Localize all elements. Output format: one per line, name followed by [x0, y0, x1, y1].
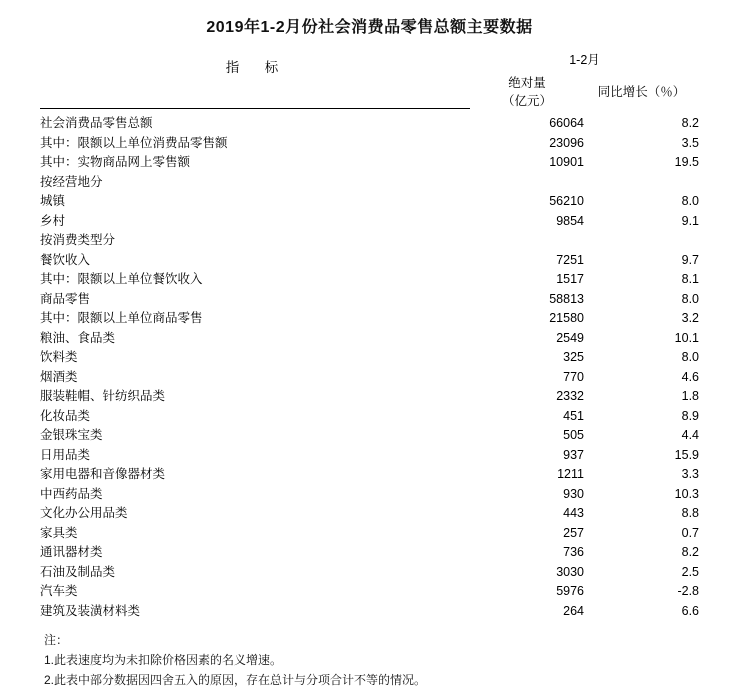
row-growth-value: 4.4 — [681, 428, 700, 442]
table-row — [40, 407, 699, 427]
header-indicator-cell — [40, 51, 470, 114]
table-row — [40, 270, 699, 290]
row-indicator-name: 粮油、食品类 — [40, 330, 116, 345]
table-row — [40, 602, 699, 622]
row-absolute-value: 937 — [563, 447, 584, 462]
row-absolute-value — [470, 173, 584, 193]
row-growth-value: 10.3 — [674, 486, 700, 501]
table-row — [40, 251, 699, 271]
row-growth-value: 3.3 — [681, 467, 700, 481]
row-growth-value: 9.7 — [681, 252, 700, 267]
row-growth-value: 0.7 — [681, 525, 700, 540]
row-indicator-name: 烟酒类 — [40, 369, 78, 384]
row-indicator-name: 建筑及装潢材料类 — [40, 603, 141, 618]
table-header-row-period — [40, 51, 699, 70]
table-row — [40, 329, 699, 349]
row-growth-value: 8.0 — [681, 291, 700, 306]
row-indicator-name: 石油及制品类 — [40, 564, 116, 579]
table-row — [40, 485, 699, 505]
table-row — [40, 290, 699, 310]
row-growth-value: 8.9 — [681, 408, 700, 423]
row-growth-value: 3.5 — [681, 135, 700, 150]
row-indicator-name: 通讯器材类 — [40, 545, 103, 559]
row-indicator-name: 日用品类 — [40, 447, 91, 462]
statistics-table — [40, 51, 699, 621]
row-absolute-value: 1211 — [557, 467, 584, 481]
row-growth-value — [584, 173, 699, 193]
header-period-label: 1-2月 — [569, 53, 600, 67]
row-growth-value: 8.8 — [681, 506, 700, 520]
row-indicator-name: 城镇 — [40, 194, 66, 208]
row-growth-value: 8.2 — [681, 116, 700, 130]
table-row — [40, 426, 699, 446]
row-indicator-name: 汽车类 — [40, 584, 78, 598]
note-item-2: 2.此表中部分数据因四舍五入的原因，存在总计与分项合计不等的情况。 — [44, 672, 427, 687]
header-absolute-cell — [470, 70, 584, 114]
row-indicator-name: 社会消费品零售总额 — [40, 116, 153, 130]
row-growth-value: 19.5 — [674, 155, 700, 169]
header-growth-label: 同比增长（％） — [597, 84, 686, 99]
row-absolute-value: 1517 — [556, 272, 584, 286]
row-indicator-name: 文化办公用品类 — [40, 506, 128, 520]
row-absolute-value — [470, 231, 584, 251]
row-absolute-value: 2549 — [556, 330, 584, 345]
row-indicator-name: 中西药品类 — [40, 486, 103, 501]
row-indicator-name: 其中：限额以上单位餐饮收入 — [40, 272, 203, 286]
row-absolute-value: 443 — [563, 506, 584, 520]
row-absolute-value: 7251 — [556, 252, 584, 267]
table-row — [40, 368, 699, 388]
table-row — [40, 446, 699, 466]
header-absolute-line1: 绝对量 — [508, 75, 546, 90]
row-indicator-name: 餐饮收入 — [40, 252, 91, 267]
row-growth-value: 3.2 — [681, 311, 700, 325]
row-growth-value: 15.9 — [674, 447, 700, 462]
row-growth-value: 2.5 — [681, 564, 700, 579]
row-growth-value: 6.6 — [681, 603, 700, 618]
row-growth-value: 10.1 — [674, 330, 700, 345]
row-absolute-value: 10901 — [549, 155, 584, 169]
row-growth-value: 8.0 — [681, 350, 700, 364]
table-row — [40, 114, 699, 134]
table-row — [40, 153, 699, 173]
table-row — [40, 387, 699, 407]
row-absolute-value: 505 — [563, 428, 584, 442]
row-growth-value: 1.8 — [681, 389, 700, 403]
row-indicator-name: 化妆品类 — [40, 408, 91, 423]
table-row — [40, 231, 699, 251]
row-absolute-value: 770 — [563, 369, 584, 384]
row-absolute-value: 21580 — [549, 311, 584, 325]
table-data-rows — [40, 114, 699, 621]
row-absolute-value: 56210 — [549, 194, 584, 208]
header-growth-cell — [584, 70, 699, 114]
table-row — [40, 524, 699, 544]
row-indicator-name: 其中：限额以上单位商品零售 — [40, 311, 203, 325]
row-growth-value: 4.6 — [681, 369, 700, 384]
table-notes — [0, 621, 739, 690]
row-absolute-value: 9854 — [556, 213, 584, 228]
table-row — [40, 543, 699, 563]
table-row — [40, 134, 699, 154]
row-growth-value: 8.0 — [681, 194, 700, 208]
row-absolute-value: 257 — [563, 525, 584, 540]
row-growth-value: 8.1 — [681, 272, 700, 286]
row-absolute-value: 66064 — [549, 116, 584, 130]
page-title: 2019年1-2月份社会消费品零售总额主要数据 — [206, 19, 533, 36]
table-container — [0, 51, 739, 621]
row-absolute-value: 264 — [563, 603, 584, 618]
table-row — [40, 173, 699, 193]
row-indicator-name: 金银珠宝类 — [40, 428, 103, 442]
table-row — [40, 582, 699, 602]
row-indicator-name: 按消费类型分 — [40, 233, 116, 247]
notes-label: 注： — [44, 633, 69, 647]
row-indicator-name: 按经营地分 — [40, 174, 103, 189]
row-growth-value: 9.1 — [681, 213, 700, 228]
row-indicator-name: 商品零售 — [40, 291, 91, 306]
row-absolute-value: 451 — [563, 408, 584, 423]
row-indicator-name: 乡村 — [40, 213, 66, 228]
row-indicator-name: 家用电器和音像器材类 — [40, 467, 166, 481]
row-absolute-value: 58813 — [549, 291, 584, 306]
row-growth-value: 8.2 — [681, 545, 700, 559]
table-body — [40, 51, 699, 114]
row-indicator-name: 其中：实物商品网上零售额 — [40, 155, 191, 169]
table-row — [40, 309, 699, 329]
header-absolute-line2: （亿元） — [501, 94, 552, 108]
table-row — [40, 563, 699, 583]
table-row — [40, 465, 699, 485]
row-indicator-name: 其中：限额以上单位消费品零售额 — [40, 135, 228, 150]
row-absolute-value: 736 — [563, 545, 584, 559]
row-indicator-name: 饮料类 — [40, 350, 78, 364]
row-absolute-value: 2332 — [556, 389, 584, 403]
table-row — [40, 212, 699, 232]
row-absolute-value: 3030 — [556, 564, 584, 579]
note-item-1: 1.此表速度均为未扣除价格因素的名义增速。 — [44, 652, 283, 667]
row-absolute-value: 325 — [563, 350, 584, 364]
row-absolute-value: 5976 — [556, 584, 584, 598]
row-indicator-name: 家具类 — [40, 525, 78, 540]
table-row — [40, 348, 699, 368]
row-absolute-value: 930 — [563, 486, 584, 501]
row-absolute-value: 23096 — [549, 135, 584, 150]
table-row — [40, 192, 699, 212]
row-growth-value: -2.8 — [677, 584, 700, 598]
header-indicator-label: 指 标 — [40, 56, 470, 109]
row-indicator-name: 服装鞋帽、针纺织品类 — [40, 389, 166, 403]
row-growth-value — [584, 231, 699, 251]
table-row — [40, 504, 699, 524]
